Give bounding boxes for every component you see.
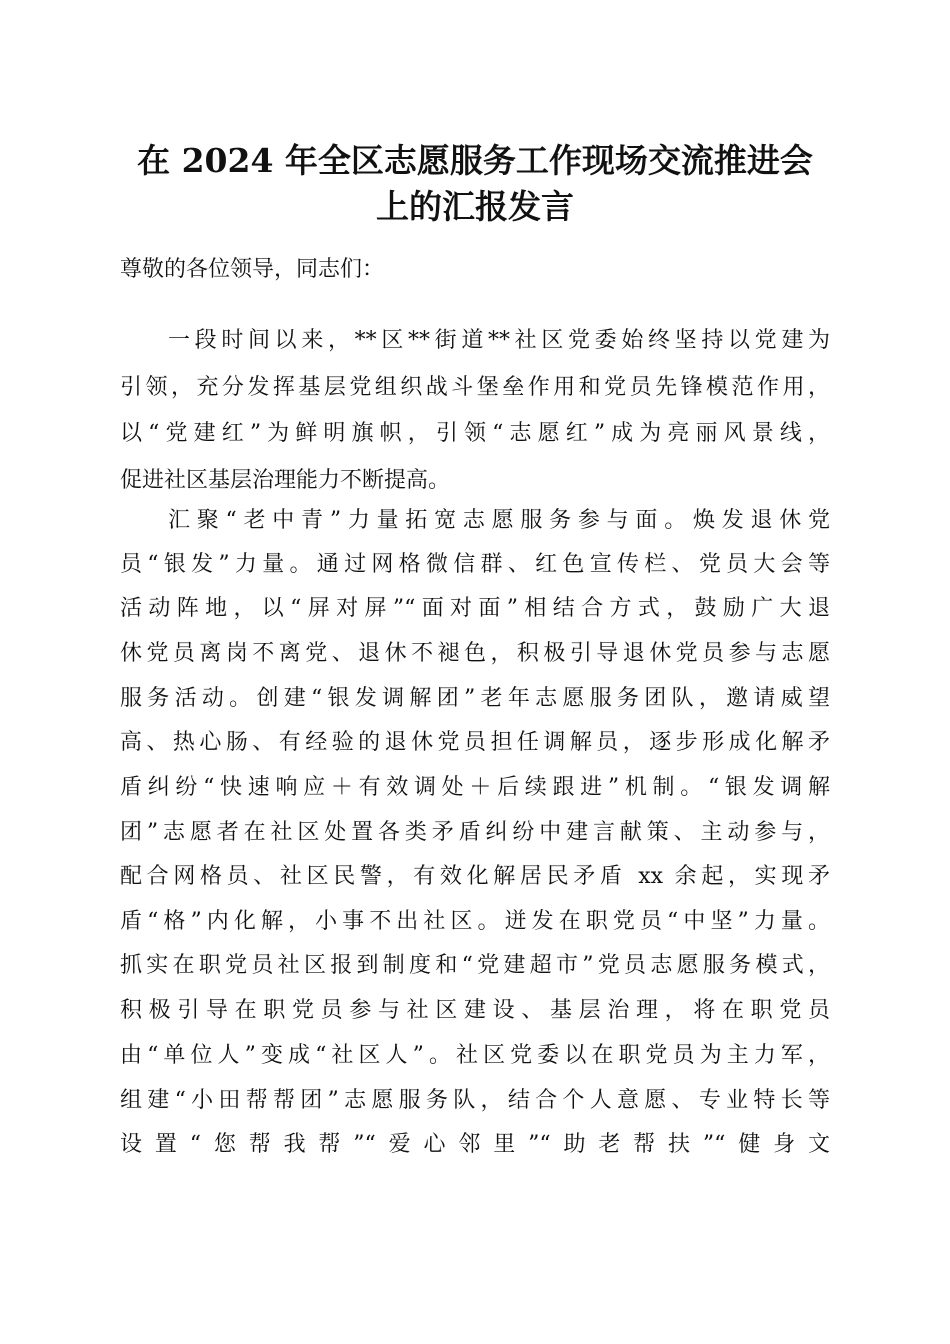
body-line: 盾纠纷“快速响应＋有效调处＋后续跟进”机制。“银发调解 bbox=[120, 775, 830, 800]
document-title-line-2: 上的汇报发言 bbox=[376, 187, 574, 226]
body-line: 积极引导在职党员参与社区建设、基层治理，将在职党员 bbox=[120, 998, 830, 1023]
body-line: 抓实在职党员社区报到制度和“党建超市”党员志愿服务模式， bbox=[120, 953, 830, 978]
body-line: 设置“您帮我帮”“爱心邻里”“助老帮扶”“健身文 bbox=[120, 1132, 830, 1157]
body-line: 团”志愿者在社区处置各类矛盾纠纷中建言献策、主动参与， bbox=[120, 820, 830, 845]
document-title-line-1: 在 2024 年全区志愿服务工作现场交流推进会 bbox=[137, 141, 813, 180]
body-line: 活动阵地，以“屏对屏”“面对面”相结合方式，鼓励广大退 bbox=[120, 596, 830, 621]
body-line: 由“单位人”变成“社区人”。社区党委以在职党员为主力军， bbox=[120, 1043, 830, 1068]
body-line: 促进社区基层治理能力不断提高。 bbox=[120, 468, 451, 493]
body-line: 组建“小田帮帮团”志愿服务队，结合个人意愿、专业特长等 bbox=[120, 1088, 830, 1113]
body-line: 休党员离岗不离党、退休不褪色，积极引导退休党员参与志愿 bbox=[120, 641, 830, 666]
body-line: 以“党建红”为鲜明旗帜，引领“志愿红”成为亮丽风景线， bbox=[120, 421, 830, 446]
body-line: 高、热心肠、有经验的退休党员担任调解员，逐步形成化解矛 bbox=[120, 730, 830, 755]
body-line: 引领，充分发挥基层党组织战斗堡垒作用和党员先锋模范作用， bbox=[120, 375, 830, 400]
body-line: 汇聚“老中青”力量拓宽志愿服务参与面。焕发退休党 bbox=[168, 508, 830, 533]
body-line: 配合网格员、社区民警，有效化解居民矛盾 xx 余起，实现矛 bbox=[120, 864, 830, 889]
body-line: 盾“格”内化解，小事不出社区。迸发在职党员“中坚”力量。 bbox=[120, 909, 830, 934]
body-line: 员“银发”力量。通过网格微信群、红色宣传栏、党员大会等 bbox=[120, 552, 830, 577]
salutation: 尊敬的各位领导，同志们： bbox=[120, 257, 385, 282]
body-line: 一段时间以来，**区**街道**社区党委始终坚持以党建为 bbox=[168, 328, 830, 353]
body-line: 服务活动。创建“银发调解团”老年志愿服务团队，邀请威望 bbox=[120, 686, 830, 711]
